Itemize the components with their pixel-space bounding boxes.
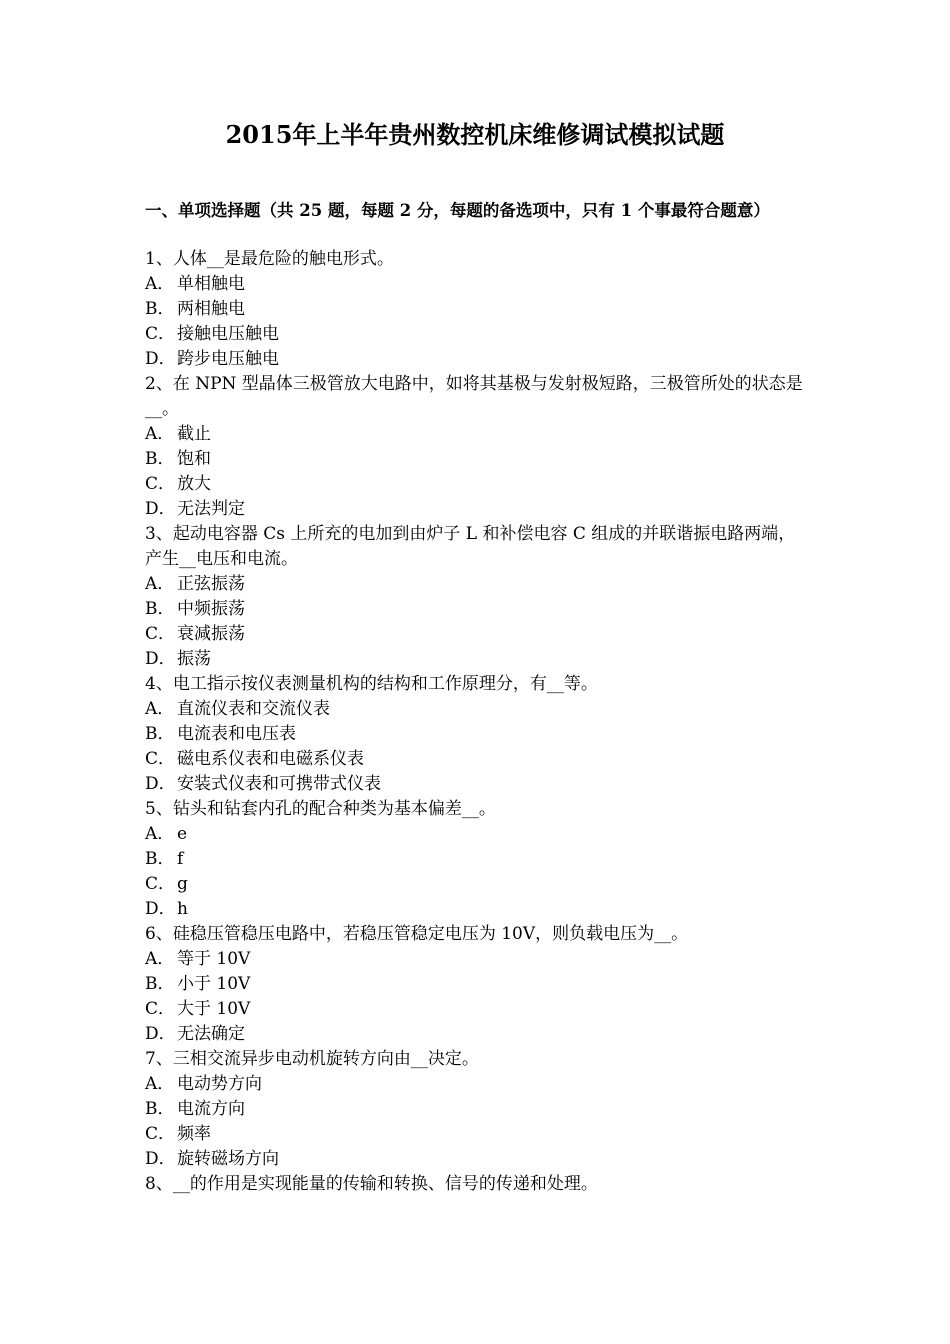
option-letter: A． — [145, 824, 175, 844]
option-letter: A． — [145, 949, 175, 969]
answer-option — [145, 1147, 810, 1172]
answer-option — [145, 847, 810, 872]
answer-option — [145, 472, 810, 497]
option-text: 电流表和电压表 — [177, 724, 296, 744]
answer-option — [145, 722, 810, 747]
option-text: 大于 10V — [177, 999, 251, 1019]
answer-option — [145, 697, 810, 722]
answer-option — [145, 747, 810, 772]
question-block — [145, 247, 810, 372]
option-text: 无法确定 — [177, 1024, 245, 1044]
option-letter: B． — [145, 1099, 175, 1119]
option-text: g — [177, 874, 188, 894]
option-letter: B． — [145, 724, 175, 744]
option-letter: B． — [145, 449, 175, 469]
option-text: 饱和 — [177, 449, 211, 469]
answer-option — [145, 772, 810, 797]
option-letter: A． — [145, 574, 175, 594]
option-letter: A． — [145, 699, 175, 719]
option-text: 频率 — [177, 1124, 211, 1144]
answer-option — [145, 1097, 810, 1122]
option-letter: D． — [145, 774, 176, 794]
answer-option — [145, 947, 810, 972]
option-text: 放大 — [177, 474, 211, 494]
answer-option — [145, 1072, 810, 1097]
answer-option — [145, 497, 810, 522]
question-block — [145, 797, 810, 922]
option-text: 单相触电 — [177, 274, 245, 294]
question-stem: 7、三相交流异步电动机旋转方向由__决定。 — [145, 1049, 479, 1069]
answer-option — [145, 347, 810, 372]
option-letter: C． — [145, 999, 176, 1019]
option-text: f — [177, 849, 184, 869]
question-block — [145, 1172, 810, 1197]
option-letter: D． — [145, 349, 176, 369]
option-text: 直流仪表和交流仪表 — [177, 699, 330, 719]
answer-option — [145, 1122, 810, 1147]
option-text: 无法判定 — [177, 499, 245, 519]
answer-option — [145, 422, 810, 447]
question-stem: 2、在 NPN 型晶体三极管放大电路中，如将其基极与发射极短路，三极管所处的状态是__。 — [145, 374, 803, 419]
option-letter: D． — [145, 1149, 176, 1169]
option-letter: A． — [145, 424, 175, 444]
option-text: 振荡 — [177, 649, 211, 669]
answer-option — [145, 972, 810, 997]
question-stem: 3、起动电容器 Cs 上所充的电加到由炉子 L 和补偿电容 C 组成的并联谐振电路两端，产生__电压和电流。 — [145, 524, 796, 569]
section-heading: 一、单项选择题（共 25 题，每题 2 分，每题的备选项中，只有 1 个事最符合题意） — [145, 201, 770, 220]
option-letter: C． — [145, 874, 176, 894]
answer-option — [145, 872, 810, 897]
option-text: 小于 10V — [177, 974, 251, 994]
option-letter: D． — [145, 499, 176, 519]
question-list — [145, 247, 810, 1197]
option-letter: A． — [145, 1074, 175, 1094]
option-letter: D． — [145, 1024, 176, 1044]
answer-option — [145, 322, 810, 347]
option-text: 中频振荡 — [177, 599, 245, 619]
answer-option — [145, 1022, 810, 1047]
option-letter: C． — [145, 749, 176, 769]
option-letter: B． — [145, 974, 175, 994]
answer-option — [145, 897, 810, 922]
option-text: 电动势方向 — [177, 1074, 262, 1094]
question-block — [145, 1047, 810, 1172]
question-block — [145, 922, 810, 1047]
option-text: 磁电系仪表和电磁系仪表 — [177, 749, 364, 769]
option-text: 两相触电 — [177, 299, 245, 319]
question-block — [145, 672, 810, 797]
question-block — [145, 522, 810, 672]
option-letter: C． — [145, 474, 176, 494]
option-letter: A． — [145, 274, 175, 294]
document-title: 2015年上半年贵州数控机床维修调试模拟试题 — [225, 120, 725, 149]
option-letter: B． — [145, 599, 175, 619]
question-stem: 8、__的作用是实现能量的传输和转换、信号的传递和处理。 — [145, 1174, 598, 1194]
option-text: e — [177, 824, 188, 844]
answer-option — [145, 297, 810, 322]
answer-option — [145, 622, 810, 647]
answer-option — [145, 272, 810, 297]
option-letter: B． — [145, 849, 175, 869]
question-stem: 5、钻头和钻套内孔的配合种类为基本偏差__。 — [145, 799, 496, 819]
answer-option — [145, 572, 810, 597]
answer-option — [145, 447, 810, 472]
answer-option — [145, 822, 810, 847]
answer-option — [145, 997, 810, 1022]
option-text: 接触电压触电 — [177, 324, 279, 344]
option-letter: D． — [145, 899, 176, 919]
option-letter: C． — [145, 1124, 176, 1144]
option-text: h — [177, 899, 188, 919]
question-stem: 1、人体__是最危险的触电形式。 — [145, 249, 394, 269]
answer-option — [145, 647, 810, 672]
option-text: 正弦振荡 — [177, 574, 245, 594]
option-letter: D． — [145, 649, 176, 669]
option-text: 安装式仪表和可携带式仪表 — [177, 774, 381, 794]
option-letter: C． — [145, 624, 176, 644]
option-text: 衰减振荡 — [177, 624, 245, 644]
option-text: 电流方向 — [177, 1099, 245, 1119]
question-block — [145, 372, 810, 522]
answer-option — [145, 597, 810, 622]
question-stem: 6、硅稳压管稳压电路中，若稳压管稳定电压为 10V，则负载电压为__。 — [145, 924, 689, 944]
option-letter: B． — [145, 299, 175, 319]
option-letter: C． — [145, 324, 176, 344]
question-stem: 4、电工指示按仪表测量机构的结构和工作原理分，有__等。 — [145, 674, 598, 694]
option-text: 跨步电压触电 — [177, 349, 279, 369]
option-text: 等于 10V — [177, 949, 251, 969]
option-text: 旋转磁场方向 — [177, 1149, 279, 1169]
option-text: 截止 — [177, 424, 211, 444]
